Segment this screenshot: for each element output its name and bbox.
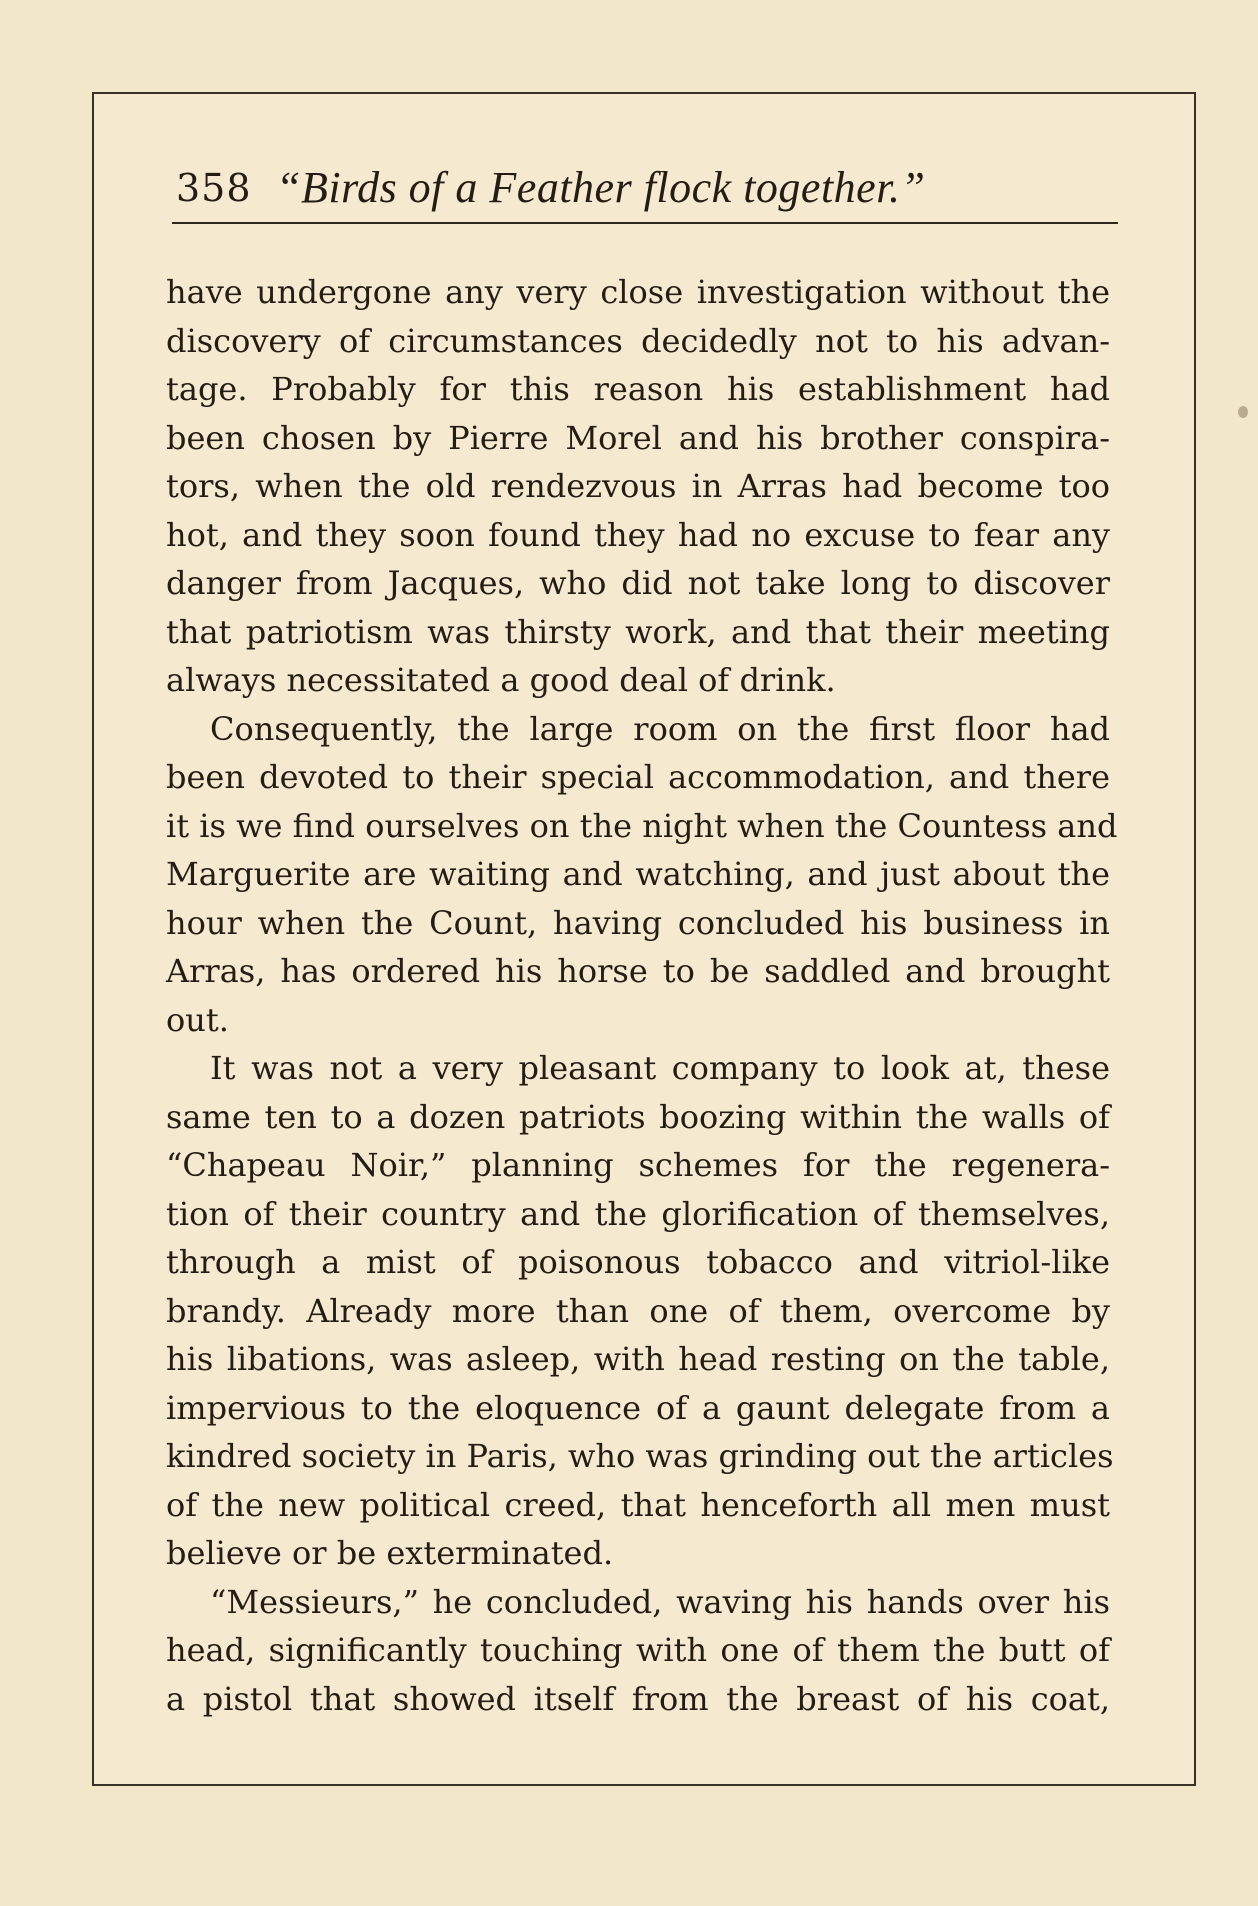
text-line: Marguerite are waiting and watching, and just about the — [166, 855, 1110, 893]
body-text — [166, 268, 1118, 1723]
text-line: same ten to a dozen patriots boozing within the walls of — [166, 1097, 1110, 1136]
text-line: It was not a very pleasant company to look at, these — [210, 1049, 1110, 1087]
text-line: Arras, has ordered his horse to be saddled and brought — [166, 952, 1110, 990]
text-line: have undergone any very close investigation without the — [166, 273, 1110, 311]
text-line: out. — [166, 1000, 229, 1039]
text-line: kindred society in Paris, who was grinding out the articles — [166, 1437, 1114, 1475]
text-line: tion of their country and the glorification of themselves, — [166, 1194, 1110, 1233]
text-line: danger from Jacques, who did not take long to discover — [166, 564, 1110, 602]
page-header — [172, 160, 1118, 224]
text-line: tage. Probably for this reason his establishment had — [166, 370, 1110, 408]
text-line: his libations, was asleep, with head resting on the table, — [166, 1340, 1110, 1378]
text-line: through a mist of poisonous tobacco and vitriol-like — [166, 1243, 1110, 1281]
text-line: head, significantly touching with one of them the butt of — [166, 1631, 1110, 1669]
text-line: believe or be exterminated. — [166, 1534, 614, 1572]
text-line: brandy. Already more than one of them, overcome by — [166, 1291, 1110, 1330]
text-line: hour when the Count, having concluded his business in — [166, 903, 1110, 942]
text-line: a pistol that showed itself from the breast of his coat, — [166, 1679, 1110, 1718]
text-line: that patriotism was thirsty work, and that their meeting — [166, 612, 1110, 651]
text-line: of the new political creed, that henceforth all men must — [166, 1485, 1110, 1524]
text-line: discovery of circumstances decidedly not to his advan- — [166, 321, 1110, 360]
text-line: been devoted to their special accommodation, and there — [166, 758, 1110, 796]
text-line: always necessitated a good deal of drink. — [166, 661, 836, 699]
text-line: Consequently, the large room on the first floor had — [210, 709, 1110, 748]
text-line: “Chapeau Noir,” planning schemes for the regenera- — [166, 1146, 1110, 1184]
running-title: “Birds of a Feather flock together.” — [276, 163, 926, 212]
text-line: impervious to the eloquence of a gaunt delegate from a — [166, 1388, 1110, 1427]
text-line: it is we find ourselves on the night when the Countess and — [166, 806, 1118, 845]
text-line: hot, and they soon found they had no excuse to fear any — [166, 515, 1110, 554]
page-blemish — [1238, 406, 1248, 418]
text-line: “Messieurs,” he concluded, waving his hands over his — [210, 1582, 1110, 1621]
text-line: been chosen by Pierre Morel and his brother conspira- — [166, 418, 1110, 457]
page-number: 358 — [176, 166, 252, 210]
text-line: tors, when the old rendezvous in Arras had become too — [166, 467, 1110, 505]
